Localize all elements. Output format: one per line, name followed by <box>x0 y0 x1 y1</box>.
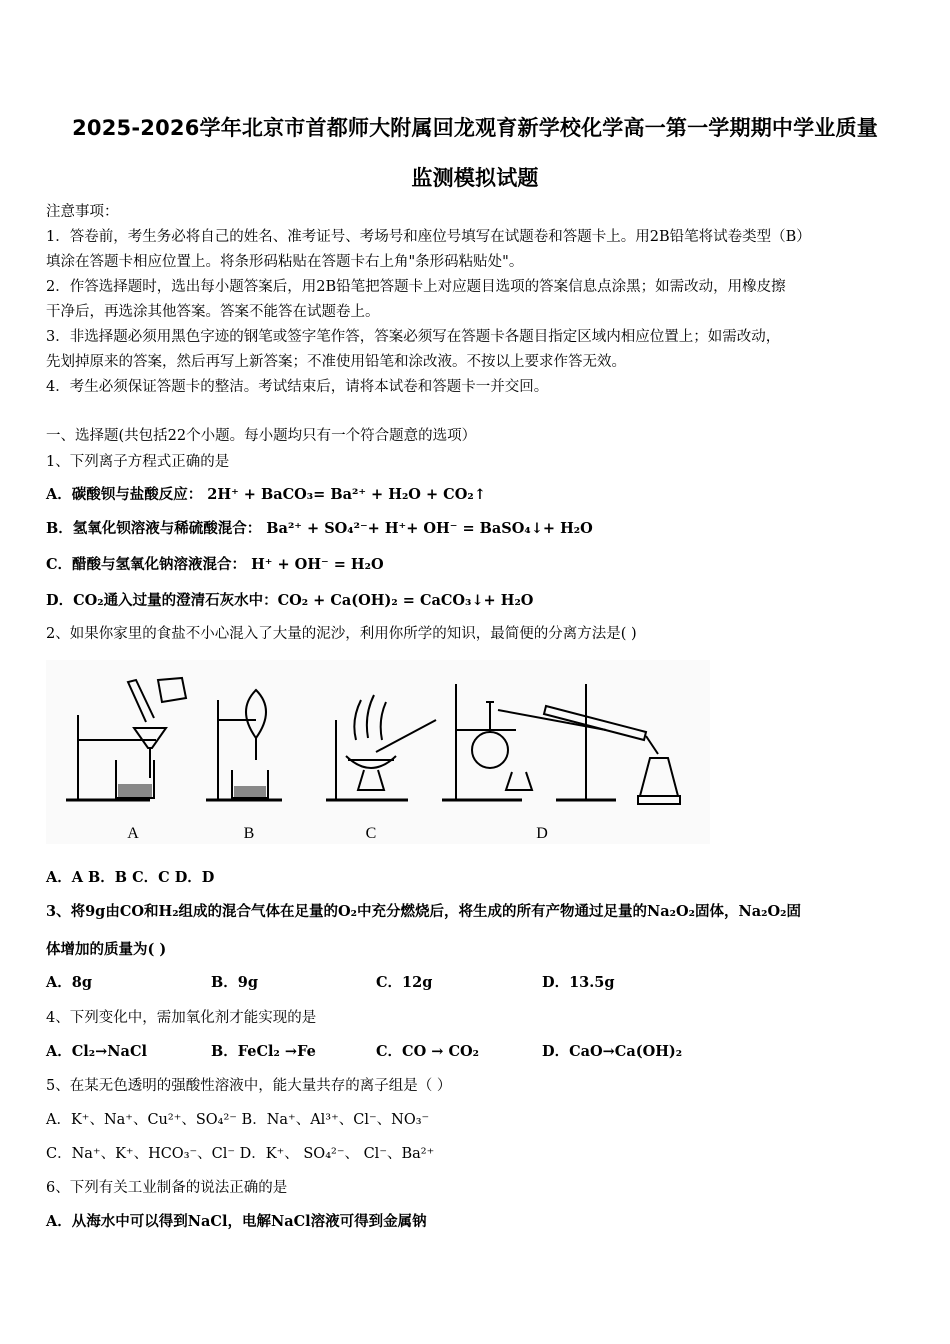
notice-line-7: 4．考生必须保证答题卡的整洁。考试结束后，请将本试卷和答题卡一并交回。 <box>46 379 549 395</box>
figure-label-c: C <box>365 825 377 842</box>
q4-option-a: A．Cl₂→NaCl <box>46 1043 147 1060</box>
q4-option-b: B．FeCl₂ →Fe <box>211 1043 316 1060</box>
notice-line-1: 1．答卷前，考生务必将自己的姓名、准考证号、考场号和座位号填写在试题卷和答题卡上。用2B铅笔将试卷类型（B） <box>46 229 811 245</box>
q1-option-a: A．碳酸钡与盐酸反应： 2H⁺ + BaCO₃= Ba²⁺ + H₂O + CO₂↑ <box>46 486 486 503</box>
q2-stem: 2、如果你家里的食盐不小心混入了大量的泥沙，利用你所学的知识，最简便的分离方法是( ) <box>46 626 637 642</box>
q1-option-d: D．CO₂通入过量的澄清石灰水中：CO₂ + Ca(OH)₂ = CaCO₃↓+ H₂O <box>46 592 534 609</box>
q5-stem: 5、在某无色透明的强酸性溶液中，能大量共存的离子组是（ ） <box>46 1078 452 1094</box>
notice-line-3: 2．作答选择题时，选出每小题答案后，用2B铅笔把答题卡上对应题目选项的答案信息点涂黑；如需改动，用橡皮擦 <box>46 279 786 295</box>
q3-option-b: B．9g <box>211 974 258 991</box>
q1-option-c: C．醋酸与氢氧化钠溶液混合： H⁺ + OH⁻ = H₂O <box>46 556 384 573</box>
q6-option-a: A．从海水中可以得到NaCl，电解NaCl溶液可得到金属钠 <box>46 1213 427 1230</box>
notice-line-5: 3．非选择题必须用黑色字迹的钢笔或签字笔作答，答案必须写在答题卡各题目指定区域内相应位置上；如需改动， <box>46 329 781 345</box>
q1-stem: 1、下列离子方程式正确的是 <box>46 454 230 470</box>
separation-apparatus-figure <box>46 660 710 844</box>
notice-line-6: 先划掉原来的答案，然后再写上新答案；不准使用铅笔和涂改液。不按以上要求作答无效。 <box>46 354 626 370</box>
section-heading: 一、选择题(共包括22个小题。每小题均只有一个符合题意的选项） <box>46 428 477 444</box>
notice-line-4: 干净后，再选涂其他答案。答案不能答在试题卷上。 <box>46 304 380 320</box>
figure-label-a: A <box>127 825 139 842</box>
q5-options-row2: C．Na⁺、K⁺、HCO₃⁻、Cl⁻ D．K⁺、 SO₄²⁻、 Cl⁻、Ba²⁺ <box>46 1146 435 1162</box>
q4-stem: 4、下列变化中，需加氧化剂才能实现的是 <box>46 1010 317 1026</box>
figure-label-d: D <box>536 825 548 842</box>
q2-options: A．A B．B C．C D．D <box>46 869 215 886</box>
q1-option-b: B．氢氧化钡溶液与稀硫酸混合： Ba²⁺ + SO₄²⁻+ H⁺+ OH⁻ = BaSO₄↓+ H₂O <box>46 520 593 537</box>
q4-options <box>46 1042 906 1062</box>
q3-option-d: D．13.5g <box>542 974 615 991</box>
q5-options-row1: A．K⁺、Na⁺、Cu²⁺、SO₄²⁻ B．Na⁺、Al³⁺、Cl⁻、NO₃⁻ <box>46 1112 430 1128</box>
figure-label-b: B <box>243 825 255 842</box>
q3-stem-line2: 体增加的质量为( ) <box>46 941 167 958</box>
notice-heading: 注意事项： <box>46 204 119 220</box>
q3-option-a: A．8g <box>46 974 92 991</box>
exam-title-line2: 监测模拟试题 <box>411 166 539 190</box>
q3-option-c: C．12g <box>376 974 433 991</box>
q4-option-c: C．CO → CO₂ <box>376 1043 479 1060</box>
exam-title-line1: 2025-2026学年北京市首都师大附属回龙观育新学校化学高一第一学期期中学业质量 <box>72 116 878 140</box>
q4-option-d: D．CaO→Ca(OH)₂ <box>542 1043 683 1060</box>
q3-options <box>46 973 906 993</box>
q3-stem-line1: 3、将9g由CO和H₂组成的混合气体在足量的O₂中充分燃烧后，将生成的所有产物通过足量的Na₂O₂固体，Na₂O₂固 <box>46 903 801 920</box>
q6-stem: 6、下列有关工业制备的说法正确的是 <box>46 1180 288 1196</box>
notice-line-2: 填涂在答题卡相应位置上。将条形码粘贴在答题卡右上角"条形码粘贴处"。 <box>46 254 524 270</box>
